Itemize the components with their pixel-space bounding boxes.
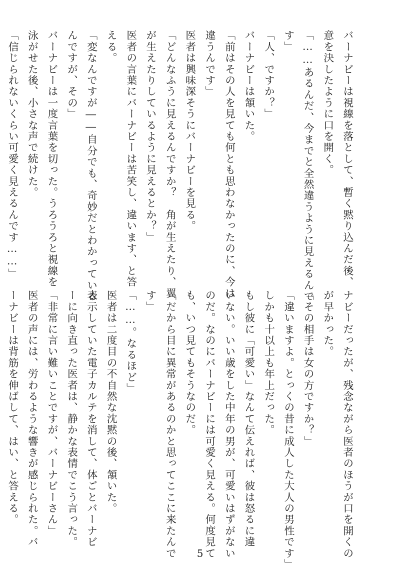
text-line: 医者は興味深そうにバーナビーを見る。 bbox=[183, 30, 196, 232]
text-line: が生えたりしているように見えるとか？」 bbox=[143, 30, 156, 243]
text-line: 「どんなふうに見えるんですか？ 角が生えたり、翼 bbox=[163, 30, 176, 299]
text-line: いない。いい歳をした中年の男が、可愛いはずがない bbox=[222, 290, 235, 559]
text-line: 違うんです」 bbox=[203, 30, 216, 98]
text-line: 「その相手は女の方ですか？」 bbox=[301, 290, 314, 447]
text-line: も、いつ見てもそうなのだ。 bbox=[183, 290, 196, 436]
upper-text-block bbox=[6, 30, 356, 302]
text-line: ーに向き直った医者は、静かな表情でこう言った。 bbox=[65, 290, 78, 548]
text-line: 「非常に言い難いことですが、バーナビーさん」 bbox=[45, 290, 58, 537]
text-line: 「……あるんだ、今までと全然違うように見えるんで bbox=[301, 30, 314, 302]
text-line: しかも十以上も年上だった。 bbox=[262, 290, 275, 436]
text-line: す」 bbox=[143, 290, 156, 313]
text-line: 医者の声には、労わるような響きが感じられた。バ bbox=[25, 290, 38, 548]
text-line: 医者は二度目の不自然な沈黙の後、頷いた。 bbox=[104, 290, 117, 514]
text-line: バーナビーは視線を落として、暫く黙り込んだ後、 bbox=[341, 30, 353, 288]
page-number: 5 bbox=[196, 549, 204, 560]
text-line: 医者の言葉にバーナビーは苦笑し、違います、と答 bbox=[124, 30, 137, 288]
text-line: 表示していた電子カルテを消して、体ごとバーナビ bbox=[84, 290, 97, 548]
text-line: もし彼に「可愛い」なんて伝えれば、彼は怒るに違 bbox=[242, 290, 255, 548]
text-line: える。 bbox=[104, 30, 117, 64]
text-line: バーナビーは一度言葉を切った。うろうろと視線を bbox=[45, 30, 58, 288]
text-line: 「前はその人を見ても何とも思わなかったのに、今は bbox=[222, 30, 235, 299]
text-line: 「信じられないくらい可愛く見えるんです……」 bbox=[6, 30, 19, 280]
text-line: 意を決したように口を開く。 bbox=[321, 30, 334, 176]
text-line: バーナビーは頷いた。 bbox=[242, 30, 255, 142]
text-line: 「違いますよ。とっくの昔に成人した大人の男性です」 bbox=[281, 290, 294, 570]
text-line: ナビーだったが、残念ながら医者のほうが口を開くの bbox=[341, 290, 353, 559]
lower-text-block bbox=[6, 290, 356, 570]
text-line: ーナビーは背筋を伸ばして、はい、と答える。 bbox=[6, 290, 19, 526]
text-line: 「……。なるほど」 bbox=[124, 290, 137, 394]
text-line: が早かった。 bbox=[321, 290, 334, 358]
text-line: す」 bbox=[281, 30, 294, 53]
text-line: 「人、ですか？」 bbox=[262, 30, 275, 120]
text-line: 「だから目に異常があるのかと思ってここに来たんで bbox=[163, 290, 176, 559]
text-line: 泳がせた後、小さな声で続けた。 bbox=[25, 30, 38, 198]
text-line: 「変なんですが――自分でも、奇妙だとわかっている bbox=[84, 30, 97, 302]
text-line: んですが、その」 bbox=[65, 30, 78, 120]
text-line: のだ。なのにバーナビーには可愛く見える。何度見て bbox=[203, 290, 216, 559]
